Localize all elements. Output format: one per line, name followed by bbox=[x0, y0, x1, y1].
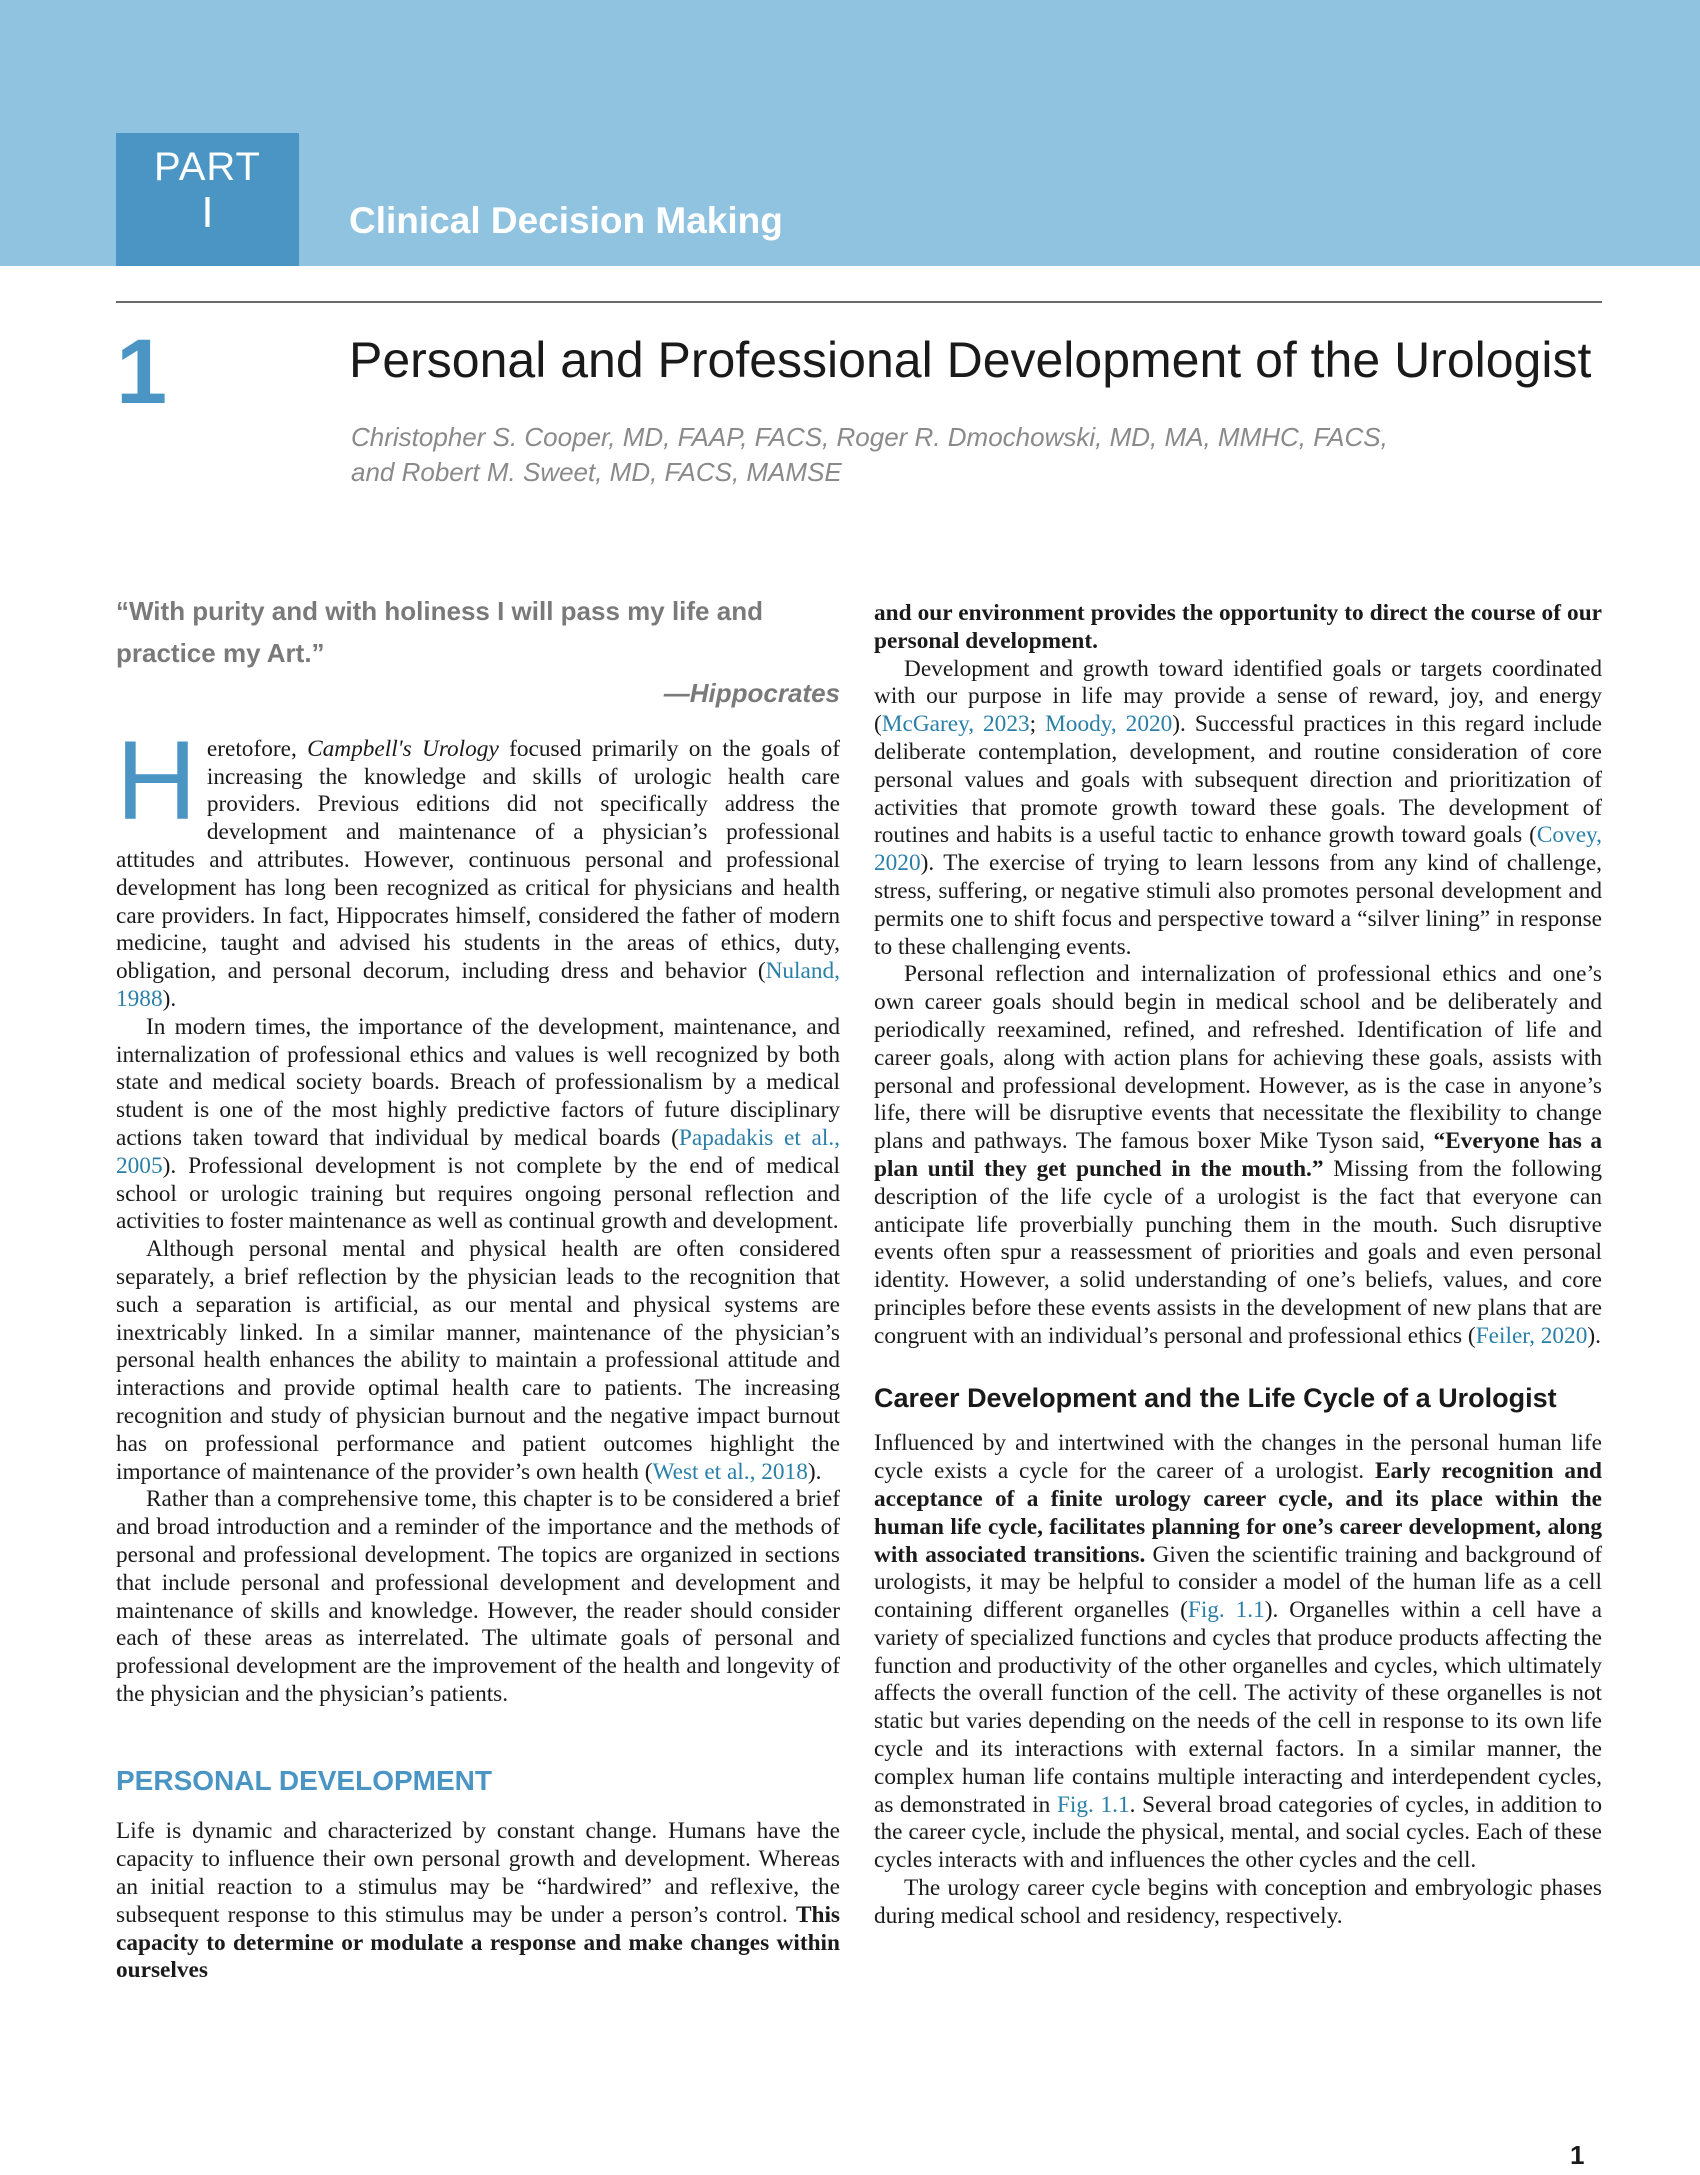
citation-link[interactable]: Moody, 2020 bbox=[1045, 711, 1173, 738]
text-run: eretofore, bbox=[206, 735, 308, 762]
figure-link[interactable]: Fig. 1.1 bbox=[1056, 1791, 1130, 1818]
text-run: ). The exercise of trying to learn lessons from any kind of challenge, stress, suffering, or negative stimuli also promotes personal development and permits one to shift focus and perspective toward a “silver lining” in response to these challenging events. bbox=[874, 850, 1602, 960]
citation-link[interactable]: Papadakis et al., 2005 bbox=[116, 1124, 840, 1179]
drop-cap: H bbox=[116, 717, 197, 843]
citation-link[interactable]: McGarey, 2023 bbox=[881, 711, 1030, 738]
citation-link[interactable]: West et al., 2018 bbox=[652, 1458, 808, 1485]
page-number: 1 bbox=[1570, 2140, 1585, 2170]
paragraph: Rather than a comprehensive tome, this chapter is to be considered a brief and broad introduction and a reminder of the importance and the methods of personal and professional development. The topics are organized in sections that include personal and professional development and development and maintenance of skills and knowledge. However, the reader should consider each of these areas as interrelated. The ultimate goals of personal and professional development are the improvement of the health and longevity of the physician and the physician’s patients. bbox=[116, 1486, 840, 1707]
text-run: Influenced by and intertwined with the changes in the personal human life cycle exists a cycle for the career of a urologist. bbox=[874, 1430, 1602, 1485]
text-run: ). Professional development is not complete by the end of medical school or urologic training but requires ongoing personal reflection and activities to foster maintenance as well as continual growth and development. bbox=[116, 1152, 840, 1235]
text-run: Although personal mental and physical health are often considered separately, a brief reflection by the physician leads to the recognition that such a separation is artificial, as our mental and physical systems are inextricably linked. In a similar manner, maintenance of the physician’s personal health enhances the ability to maintain a professional attitude and interactions and provide optimal health care to patients. The increasing recognition and study of physician burnout and the negative impact burnout has on professional performance and patient outcomes highlight the importance of maintenance of the provider’s own health ( bbox=[116, 1236, 840, 1485]
paragraph bbox=[116, 1014, 840, 1236]
chapter-number: 1 bbox=[116, 321, 168, 423]
paragraph: The urology career cycle begins with conception and embryologic phases during medical school and residency, respectively. bbox=[874, 1875, 1602, 1929]
text-run: ; bbox=[1029, 711, 1046, 738]
subsection-heading: Career Development and the Life Cycle of a Urologist bbox=[874, 1382, 1557, 1413]
epigraph-quote: “With purity and with holiness I will pass my life and practice my Art.” bbox=[116, 596, 763, 668]
section-heading: PERSONAL DEVELOPMENT bbox=[116, 1764, 492, 1796]
part-label: PART bbox=[154, 145, 261, 189]
chapter-rule bbox=[116, 301, 1602, 303]
book-title: Campbell's Urology bbox=[307, 735, 499, 762]
text-run: Given the scientific training and background of urologists, it may be helpful to consider a model of the human life as a cell containing different organelles ( bbox=[874, 1541, 1602, 1624]
bold-text: “Everyone has a plan until they get punched in the mouth.” bbox=[874, 1128, 1602, 1182]
part-badge bbox=[116, 133, 299, 266]
bold-text: Early recognition and acceptance of a finite urology career cycle, and its place within the human life cycle, facilitates planning for one’s career development, along with associated transitions. bbox=[874, 1458, 1602, 1568]
paragraph-intro bbox=[116, 717, 840, 1014]
epigraph-author: —Hippocrates bbox=[663, 678, 840, 708]
bold-text: and our environment provides the opportunity to direct the course of our personal development. bbox=[874, 600, 1602, 654]
authors-line-2: and Robert M. Sweet, MD, FACS, MAMSE bbox=[351, 457, 842, 487]
paragraph bbox=[874, 961, 1602, 1350]
text-run: ). bbox=[162, 985, 177, 1012]
paragraph bbox=[874, 600, 1602, 656]
text-run: ). Organelles within a cell have a variety of specialized functions and cycles that produce products affecting the function and productivity of the other organelles and cycles, which ultimately affects the overall function of the cell. The activity of these organelles is not static but varies depending on the needs of the cell in response to its own life cycle and its interactions with external factors. In a similar manner, the complex human life contains multiple interacting and interdependent cycles, as demonstrated in bbox=[874, 1597, 1602, 1818]
chapter-title: Personal and Professional Development of the Urologist bbox=[349, 332, 1592, 388]
text-run: ). Successful practices in this regard include deliberate contemplation, development, and routine consideration of core personal values and goals with subsequent direction and prioritization of activities that promote growth toward these goals. The development of routines and habits is a useful tactic to enhance growth toward goals ( bbox=[874, 711, 1602, 849]
paragraph bbox=[874, 656, 1602, 962]
text-run: ). bbox=[807, 1458, 822, 1485]
authors-line-1: Christopher S. Cooper, MD, FAAP, FACS, Roger R. Dmochowski, MD, MA, MMHC, FACS, bbox=[351, 422, 1388, 452]
text-run: In modern times, the importance of the development, maintenance, and internalization of professional ethics and values is well recognized by both state and medical society boards. Breach of professionalism by a medical student is one of the most highly predictive factors of future disciplinary actions taken toward that individual by medical boards ( bbox=[116, 1013, 840, 1151]
text-run: . Several broad categories of cycles, in addition to the career cycle, include the physical, mental, and social cycles. Each of these cycles interacts with and influences the other cycles and the cell. bbox=[874, 1791, 1602, 1874]
citation-link[interactable]: Nuland, 1988 bbox=[116, 958, 840, 1012]
left-column bbox=[116, 590, 840, 1985]
citation-link[interactable]: Covey, 2020 bbox=[874, 822, 1602, 877]
chapter-authors bbox=[351, 420, 1551, 490]
paragraph bbox=[116, 1236, 840, 1486]
right-column bbox=[874, 600, 1602, 1931]
text-run: Life is dynamic and characterized by constant change. Humans have the capacity to influence their own personal growth and development. Whereas an initial reaction to a stimulus may be “hardwired” and reflexive, the subsequent response to this stimulus may be under a person’s control. bbox=[116, 1818, 840, 1928]
citation-link[interactable]: Feiler, 2020 bbox=[1475, 1322, 1588, 1349]
text-run: Development and growth toward identified goals or targets coordinated with our purpose in life may provide a sense of reward, joy, and energy ( bbox=[874, 655, 1602, 738]
figure-link[interactable]: Fig. 1.1 bbox=[1187, 1597, 1265, 1624]
part-number: I bbox=[201, 188, 214, 237]
text-run: focused primarily on the goals of increasing the knowledge and skills of urologic health care providers. Previous editions did not specifically address the development and maintenance of a physician’s professional attitudes and attributes. However, continuous personal and professional development has long been recognized as critical for physicians and health care providers. In fact, Hippocrates himself, considered the father of modern medicine, taught and advised his students in the areas of ethics, duty, obligation, and personal decorum, including dress and behavior ( bbox=[116, 735, 840, 985]
paragraph bbox=[116, 1818, 840, 1985]
text-run: Personal reflection and internalization of professional ethics and one’s own career goals should begin in medical school and be deliberately and periodically reexamined, refined, and refreshed. Identification of life and career goals, along with action plans for achieving these goals, assists with personal and professional development. However, as is the case in anyone’s life, there will be disruptive events that necessitate the flexibility to change plans and pathways. The famous boxer Mike Tyson said, bbox=[874, 961, 1602, 1155]
part-title: Clinical Decision Making bbox=[349, 200, 783, 241]
paragraph bbox=[874, 1430, 1602, 1875]
text-run: ). bbox=[1587, 1322, 1601, 1349]
bold-text: This capacity to determine or modulate a response and make changes within ourselves bbox=[116, 1901, 840, 1984]
text-run: Missing from the following description of the life cycle of a urologist is the fact that everyone can anticipate life proverbially punching them in the mouth. Such disruptive events often spur a reassessment of priorities and goals and even personal identity. However, a solid understanding of one’s beliefs, values, and core principles before these events assists in the development of new plans that are congruent with an individual’s personal and professional ethics ( bbox=[874, 1155, 1602, 1349]
